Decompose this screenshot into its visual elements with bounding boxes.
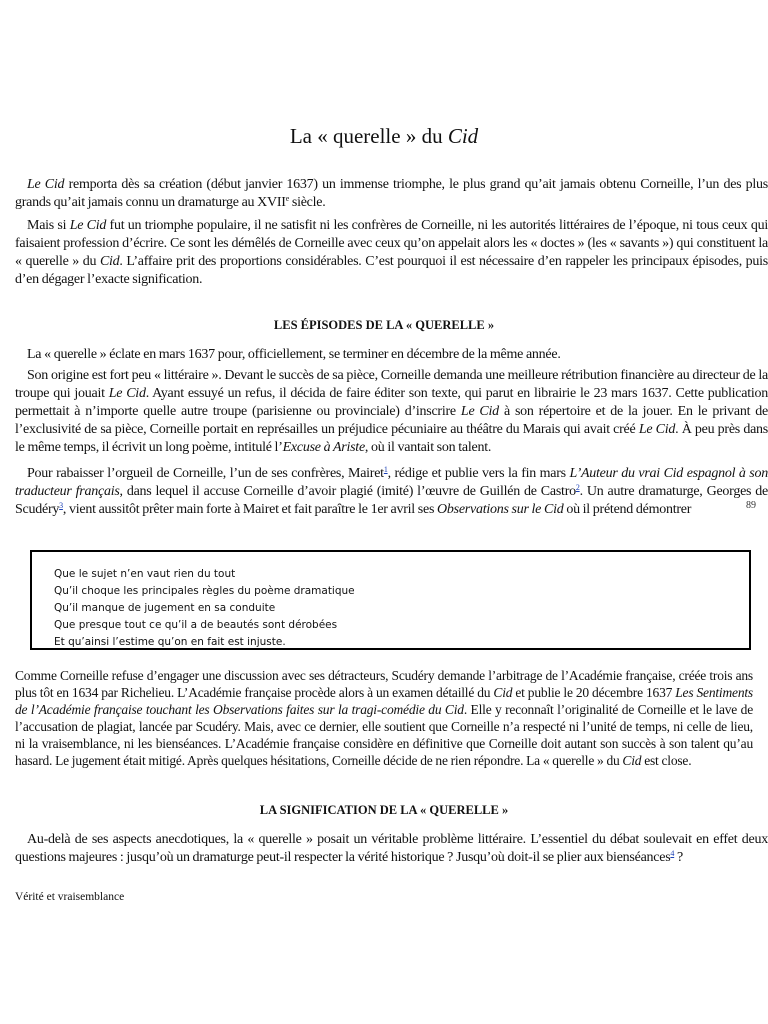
page-title: [0, 124, 768, 149]
text-run: . Elle y reconnaît l’originalité de Corneille et le lave de l’accusation de plagiat, lancée par Scudéry. Mais, avec ce dernier, elle soutient que Corneille n’a respecté ni l’unité de temps, ni celle de lieu, ni la vraisemblance, ni les bienséances. L’Académie française considère en définitive que Corneille doit autant son succès à son talent qu’au hasard. Le jugement était mitigé. Après quelques hésitations, Corneille décide de ne rien répondre. La « querelle » du: [15, 702, 753, 768]
episodes-block: [15, 346, 768, 519]
text-run: . Ayant essuyé un refus, il décida de faire éditer son texte, qui parut en librairie le 23 mars 1637. Cette publication permettait à n’importe quelle autre troupe (parisienne ou provinciale) d’inscrire: [15, 386, 768, 419]
signification-paragraph: [15, 831, 768, 867]
page-number: 89: [746, 500, 756, 511]
work-title: Les Sentiments de l’Académie française touchant les Observations faites sur la tragi-comédie du Cid: [15, 685, 753, 717]
work-title: Le Cid: [27, 177, 65, 192]
episodes-paragraph-2: [15, 367, 768, 457]
section-heading-signification: LA SIGNIFICATION DE LA « QUERELLE »: [259, 803, 509, 817]
quote-item: Qu’il manque de jugement en sa conduite: [54, 602, 276, 614]
section-heading-episodes: LES ÉPISODES DE LA « QUERELLE »: [273, 318, 495, 332]
quote-item: Et qu’ainsi l’estime qu’on en fait est injuste.: [54, 636, 286, 648]
text-run: fut un triomphe populaire, il ne satisfit ni les confrères de Corneille, ni les autorités littéraires de l’époque, ni tous ceux qui faisaient profession d’écrire. Ce sont les démêlés de Corneille avec ceux qu’on appelait alors les « doctes » (les « savants ») qui constituent la « querelle » du: [15, 218, 768, 269]
work-title: L’Auteur du vrai Cid espagnol à son traducteur français: [15, 466, 768, 499]
footnote-link-2[interactable]: 2: [575, 483, 580, 492]
academie-block: [15, 667, 753, 769]
text-run: Mais si: [27, 218, 70, 233]
footnote-link-3[interactable]: 3: [59, 501, 63, 510]
title-prefix: La « querelle » du: [289, 124, 448, 148]
signification-block: [15, 831, 768, 867]
episodes-paragraph-3: [15, 465, 768, 519]
work-title: Cid: [622, 753, 642, 768]
text-run: , dans lequel il accuse Corneille d’avoir plagié (imité) l’œuvre de Guillén de Castro: [119, 484, 576, 499]
quote-list: [54, 566, 355, 651]
text-run: où il prétend démontrer: [563, 502, 692, 517]
text-run: Son origine est fort peu « littéraire ». Devant le succès de sa pièce, Corneille demanda une meilleure rétribution financière au directeur de la troupe qui jouait: [15, 368, 768, 401]
text-run: ?: [674, 850, 683, 865]
text-run: Au-delà de ses aspects anecdotiques, la « querelle » posait un véritable problème littéraire. L’essentiel du débat soulevait en effet deux questions majeures : jusqu’où un dramaturge peut-il respecter la vérité historique ? Jusqu’où doit-il se plier aux bienséances: [15, 832, 768, 865]
work-title: Le Cid: [69, 218, 107, 233]
work-title: Le Cid: [460, 404, 499, 419]
text-run: , où il vantait son talent.: [364, 440, 492, 455]
text-run: remporta dès sa création (début janvier 1637) un immense triomphe, le plus grand qu’ait jamais obtenu Corneille, l’un des plus grands qu’ait jamais connu un dramaturge au XVII: [15, 177, 768, 210]
footnote-link-4[interactable]: 4: [670, 849, 675, 858]
work-title: Excuse à Ariste: [282, 440, 365, 455]
text-run: est close.: [641, 753, 692, 768]
text-run: , vient aussitôt prêter main forte à Mairet et fait paraître le 1er avril ses: [62, 502, 438, 517]
intro-paragraph-2: [15, 217, 768, 289]
quote-item: Que presque tout ce qu’il a de beautés sont dérobées: [54, 619, 338, 631]
episodes-paragraph-1: La « querelle » éclate en mars 1637 pour, officiellement, se terminer en décembre de la même année.: [27, 347, 561, 362]
academie-paragraph: [15, 667, 753, 769]
text-run: . Un autre dramaturge, Georges de Scudéry: [15, 484, 768, 517]
quote-item: Qu’il choque les principales règles du poème dramatique: [54, 585, 355, 597]
work-title: Observations sur le Cid: [437, 502, 564, 517]
title-italic: Cid: [447, 124, 479, 148]
work-title: Cid: [99, 254, 120, 269]
work-title: Cid: [493, 685, 513, 700]
work-title: Le Cid: [638, 422, 676, 437]
text-run: et publie le 20 décembre 1637: [512, 685, 676, 700]
text-run: . À peu près dans le même temps, il écrivit un long poème, intitulé l’: [15, 422, 768, 455]
quote-item: Que le sujet n’en vaut rien du tout: [54, 568, 236, 580]
text-run: à son répertoire et de la jouer. En le privant de l’exclusivité de sa pièce, Corneille portait en représailles un préjudice pécuniaire au théâtre du Marais qui avait créé: [15, 404, 768, 437]
superscript: e: [285, 194, 290, 203]
subsection-title: Vérité et vraisemblance: [15, 891, 125, 903]
intro-block: [15, 176, 768, 289]
text-run: , rédige et publie vers la fin mars: [387, 466, 570, 481]
text-run: siècle.: [289, 195, 326, 210]
quote-box: [30, 550, 751, 650]
intro-paragraph-1: [15, 176, 768, 212]
text-run: Comme Corneille refuse d’engager une discussion avec ses détracteurs, Scudéry demande l’arbitrage de l’Académie française, créée trois ans plus tôt en 1634 par Richelieu. L’Académie française procède alors à un examen détaillé du: [15, 668, 753, 700]
text-run: Pour rabaisser l’orgueil de Corneille, l’un de ses confrères, Mairet: [27, 466, 384, 481]
footnote-link-1[interactable]: 1: [383, 465, 388, 474]
work-title: Le Cid: [108, 386, 146, 401]
text-run: . L’affaire prit des proportions considérables. C’est pourquoi il est nécessaire d’en rappeler les principaux épisodes, puis d’en dégager l’exacte signification.: [15, 254, 768, 287]
